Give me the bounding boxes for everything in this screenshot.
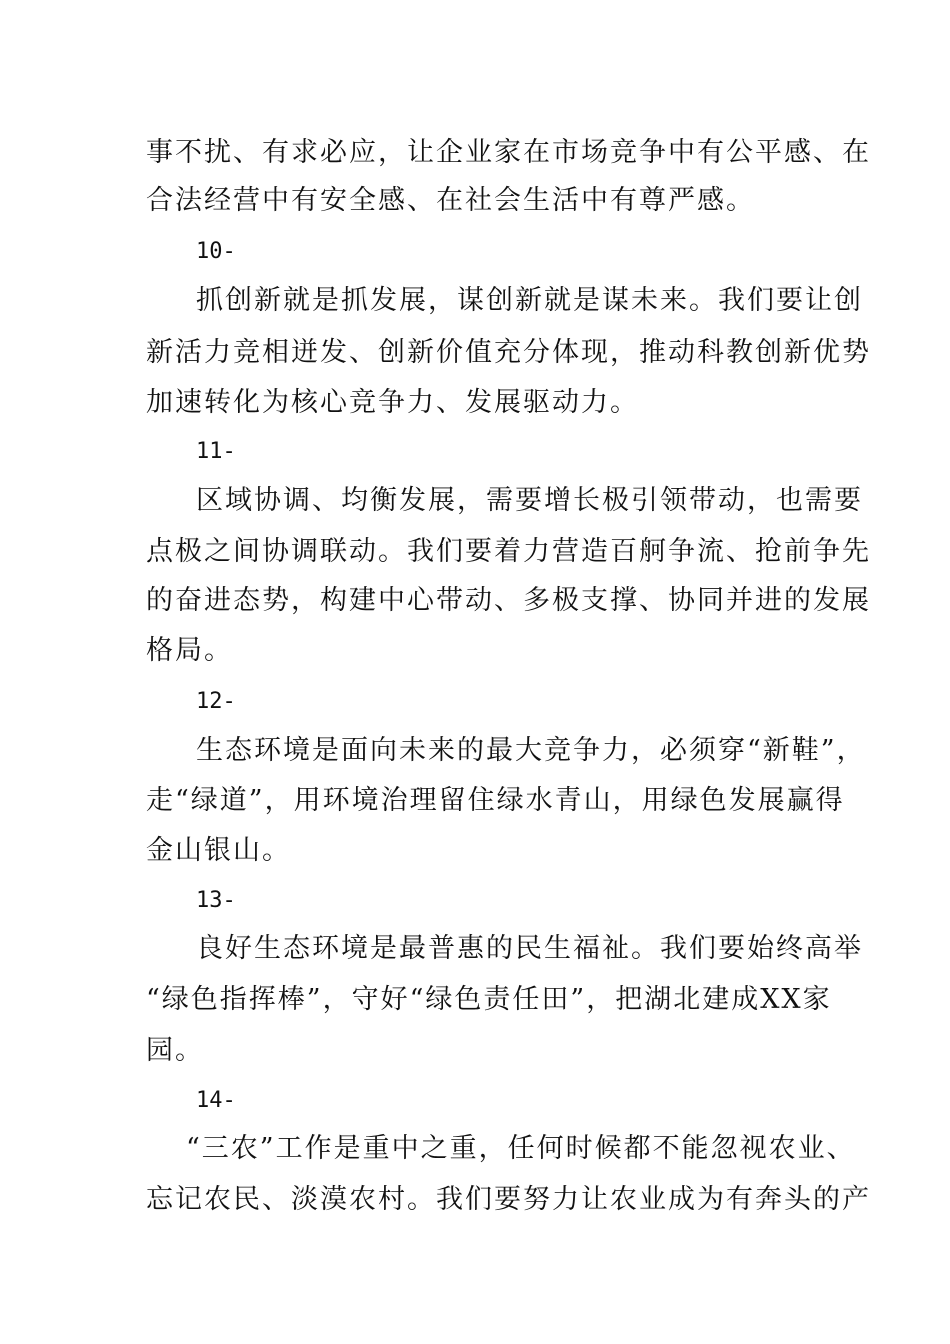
paragraph-line: 金山银山。 [146,835,291,866]
paragraph-line: 的奋进态势，构建中心带动、多极支撑、协同并进的发展 [146,585,871,616]
paragraph-line: 加速转化为核心竞争力、发展驱动力。 [146,387,639,418]
paragraph-line: “绿色指挥棒”，守好“绿色责任田”，把湖北建成XX家 [146,984,832,1015]
paragraph-line: “三农”工作是重中之重，任何时候都不能忽视农业、 [186,1133,856,1164]
paragraph-line: 格局。 [146,635,233,666]
paragraph-line: 园。 [146,1035,204,1066]
paragraph-line: 忘记农民、淡漠农村。我们要努力让农业成为有奔头的产 [146,1184,871,1215]
paragraph-line: 走“绿道”，用环境治理留住绿水青山，用绿色发展赢得 [146,785,845,816]
paragraph-line: 事不扰、有求必应，让企业家在市场竞争中有公平感、在 [146,137,871,168]
paragraph-line: 区域协调、均衡发展，需要增长极引领带动，也需要 [196,485,863,516]
paragraph-line: 生态环境是面向未来的最大竞争力，必须穿“新鞋”， [196,735,866,766]
paragraph-line: 抓创新就是抓发展，谋创新就是谋未来。我们要让创 [196,285,863,316]
item-number: 14- [196,1088,236,1113]
item-number: 10- [196,239,236,264]
paragraph-line: 点极之间协调联动。我们要着力营造百舸争流、抢前争先 [146,536,871,567]
paragraph-line: 合法经营中有安全感、在社会生活中有尊严感。 [146,185,755,216]
item-number: 11- [196,439,236,464]
item-number: 12- [196,689,236,714]
paragraph-line: 新活力竞相迸发、创新价值充分体现，推动科教创新优势 [146,337,871,368]
paragraph-line: 良好生态环境是最普惠的民生福祉。我们要始终高举 [196,933,863,964]
item-number: 13- [196,888,236,913]
